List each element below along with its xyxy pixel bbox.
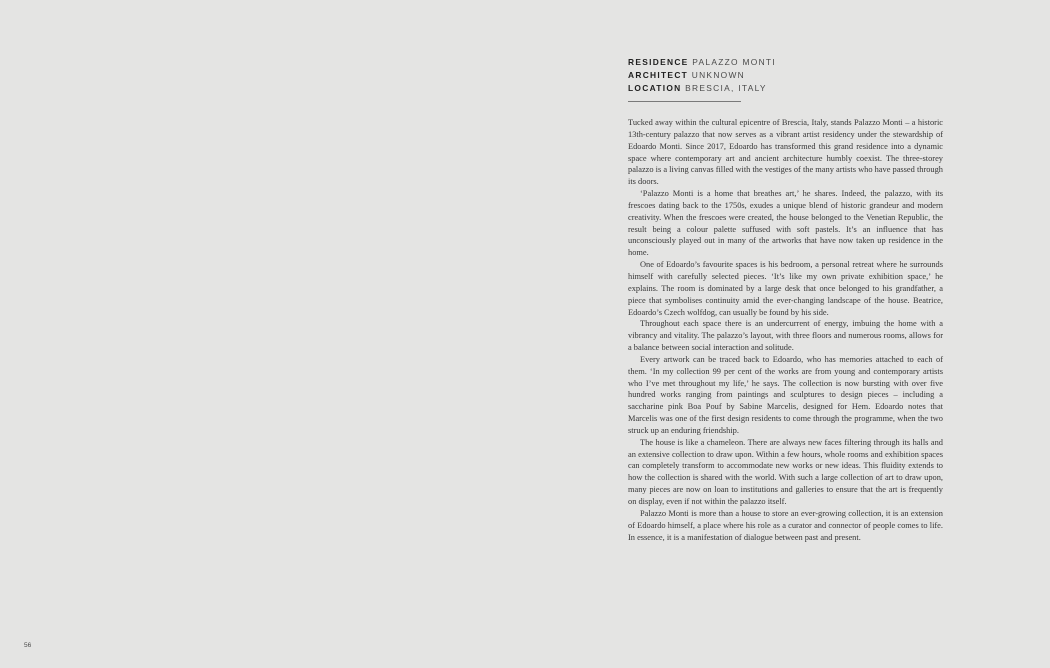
page-number: 56 [24,642,32,649]
paragraph: Throughout each space there is an undercurrent of energy, imbuing the home with a vibrancy and vitality. The palazzo’s layout, with three floors and numerous rooms, allows for a balance between social interaction and solitude. [628,319,943,353]
architect-row [628,69,828,82]
paragraph: Every artwork can be traced back to Edoardo, who has memories attached to each of them. ‘In my collection 99 per cent of the works are from young and contemporary artists who I’ve met throughout my life,’ he says. The collection is now bursting with over five hundred works ranging from paintings and sculptures to design pieces – including a saccharine pink Boa Pouf by Sabine Marcelis, designed for Hem. Edoardo notes that Marcelis was one of the first design residents to come through the programme, when the two struck up an enduring friendship. [628,354,943,435]
location-value: BRESCIA, ITALY [685,82,767,93]
architect-label: ARCHITECT [628,69,689,80]
residence-value: PALAZZO MONTI [692,57,776,67]
architect-value: UNKNOWN [691,69,746,80]
residence-row [628,56,828,69]
paragraph: ‘Palazzo Monti is a home that breathes art,’ he shares. Indeed, the palazzo, with its frescoes dating back to the 1750s, exudes a unique blend of historic grandeur and modern creativity. When the frescoes were created, the house belonged to the Venetian Republic, the result being a colour palette suffused with soft pastels. It’s an influence that has unconsciously played out in many of the artworks that have now taken up residence in the home. [628,189,943,258]
paragraph: Palazzo Monti is more than a house to store an ever-growing collection, it is an extension of Edoardo himself, a place where his role as a curator and connector of people comes to life. In essence, it is a manifestation of dialogue between past and present. [628,508,943,542]
paragraph: The house is like a chameleon. There are always new faces filtering through its halls and an extensive collection to draw upon. Within a few hours, whole rooms and exhibition spaces can completely transform to accommodate new works or new ideas. This fluidity extends to how the collection is shared with the world. With such a large collection of art to draw upon, many pieces are now on loan to institutions and galleries to ensure that the art is frequently on display, even if not within the palazzo itself. [628,437,943,506]
residence-label: RESIDENCE [628,57,689,67]
project-details [628,56,828,94]
divider-rule [628,101,741,102]
location-label: LOCATION [628,82,682,93]
paragraph: One of Edoardo’s favourite spaces is his bedroom, a personal retreat where he surrounds himself with carefully selected pieces. ‘It’s like my own private exhibition space,’ he explains. The room is dominated by a large desk that once belonged to his grandfather, a piece that symbolises continuity amid the ever-changing landscape of the house. Beatrice, Edoardo’s Czech wolfdog, can usually be found by his side. [628,260,943,317]
location-row [628,82,828,95]
paragraph: Tucked away within the cultural epicentre of Brescia, Italy, stands Palazzo Monti – a historic 13th-century palazzo that now serves as a vibrant artist residency under the stewardship of Edoardo Monti. Since 2017, Edoardo has transformed this grand residence into a dynamic space where contemporary art and ancient architecture humbly coexist. The three-storey palazzo is a living canvas filled with the vestiges of the many artists who have passed through its doors. [628,118,943,187]
article-body [628,117,943,543]
